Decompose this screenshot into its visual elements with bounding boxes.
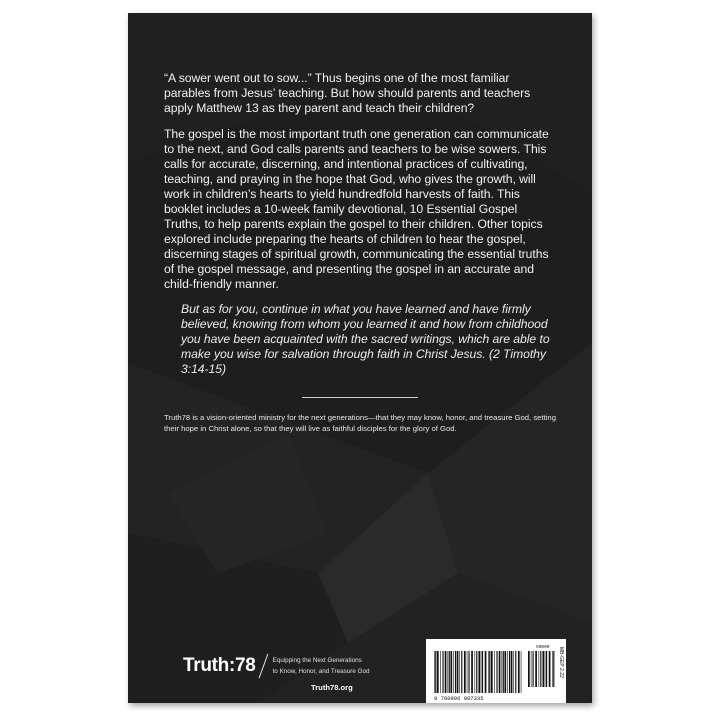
barcode-bar <box>515 651 516 693</box>
barcode-bar <box>546 651 547 687</box>
barcode-bar <box>434 651 435 693</box>
barcode-bar <box>448 651 449 693</box>
barcode-bar <box>437 651 439 693</box>
divider-rule <box>302 397 418 398</box>
scripture-quote: But as for you, continue in what you have learned and have firmly believed, knowing from whom you learned it and how from childhood you have been acquainted with the sacred writings, which are able to make you wise for salvation through faith in Christ Jesus. (2 Timothy 3:14-15) <box>181 302 550 376</box>
barcode-bar <box>552 651 553 687</box>
barcode-bar <box>461 651 462 693</box>
barcode-bar <box>455 651 456 693</box>
barcode-bar <box>504 651 506 693</box>
barcode-bar <box>535 651 537 687</box>
description-paragraph: The gospel is the most important truth one generation can communicate to the next, and God calls parents and teachers to be wise sowers. This calls for accurate, discerning, and intentional practices of cultivating, teaching, and praying in the hope that God, who gives the growth, will work in children’s hearts to yield hundredfold harvests of faith. This booklet includes a 10-week family devotional, 10 Essential Gospel Truths, to help parents explain the gospel to their children. Other topics explored include preparing the hearts of children to hear the gospel, discerning stages of spiritual growth, communicating the essential truths of the gospel message, and presenting the gospel in an accurate and child-friendly manner. <box>164 127 549 291</box>
barcode-bar <box>476 651 477 693</box>
barcode-bar <box>502 651 503 693</box>
barcode-bar <box>442 651 443 693</box>
intro-paragraph: “A sower went out to sow...” Thus begins one of the most familiar parables from Jesus’ teaching. But how should parents and teachers apply Matthew 13 as they parent and teach their children? <box>164 71 531 115</box>
barcode-bar <box>478 651 480 693</box>
barcode-bar <box>528 651 530 687</box>
barcode-bar <box>496 651 497 693</box>
truth78-logo: Truth:78 <box>183 655 256 676</box>
barcode-bar <box>521 651 522 693</box>
barcode-bar <box>440 651 441 693</box>
barcode-bar <box>553 651 554 687</box>
barcode-bar <box>539 651 540 687</box>
isbn-barcode <box>426 639 566 703</box>
price-code: 50000 <box>536 645 550 650</box>
barcode-graphic <box>426 639 566 703</box>
barcode-bars-small <box>528 651 554 687</box>
tagline-line-1: Equipping the Next Generations <box>272 657 362 664</box>
barcode-bar <box>499 651 501 693</box>
barcode-bar <box>531 651 532 687</box>
barcode-bar <box>471 651 473 693</box>
barcode-bar <box>545 651 546 687</box>
barcode-bar <box>488 651 489 693</box>
barcode-bar <box>489 651 490 693</box>
publisher-brand <box>183 653 370 679</box>
barcode-bar <box>468 651 469 693</box>
slash-divider <box>258 654 268 679</box>
book-back-cover <box>128 13 592 703</box>
barcode-bar <box>481 651 482 693</box>
barcode-bar <box>533 651 534 687</box>
mission-statement: Truth78 is a vision-oriented ministry for the next generations—that they may know, honor, and treasure God, setting their hope in Christ alone, so that they will live as faithful disciples for the glory of God. <box>164 413 556 433</box>
barcode-bar <box>464 651 466 693</box>
barcode-bar <box>435 651 436 693</box>
barcode-bar <box>482 651 483 693</box>
barcode-bar <box>549 651 551 687</box>
barcode-bar <box>491 651 493 693</box>
barcode-bar <box>503 651 504 693</box>
barcode-bars-main <box>434 651 521 693</box>
barcode-bar <box>518 651 520 693</box>
barcode-bar <box>457 651 459 693</box>
isbn-digits: 9 780996 987335 <box>434 695 484 702</box>
barcode-bar <box>494 651 495 693</box>
barcode-bar <box>467 651 468 693</box>
barcode-bar <box>449 651 450 693</box>
barcode-bar <box>450 651 452 693</box>
barcode-bar <box>511 651 513 693</box>
cover-text <box>164 71 556 434</box>
barcode-bar <box>540 651 541 687</box>
brand-tagline <box>273 655 370 677</box>
barcode-bar <box>513 651 514 693</box>
barcode-bar <box>509 651 510 693</box>
barcode-bar <box>543 651 545 687</box>
barcode-bar <box>453 651 454 693</box>
tagline-line-2: to Know, Honor, and Treasure God <box>272 668 370 675</box>
barcode-bar <box>485 651 487 693</box>
website-link: Truth78.org <box>311 683 353 692</box>
barcode-bar <box>507 651 508 693</box>
barcode-bar <box>475 651 476 693</box>
barcode-bar <box>445 651 447 693</box>
side-code: MB-GEP 2.22 <box>558 647 564 678</box>
barcode-bar <box>459 651 460 693</box>
